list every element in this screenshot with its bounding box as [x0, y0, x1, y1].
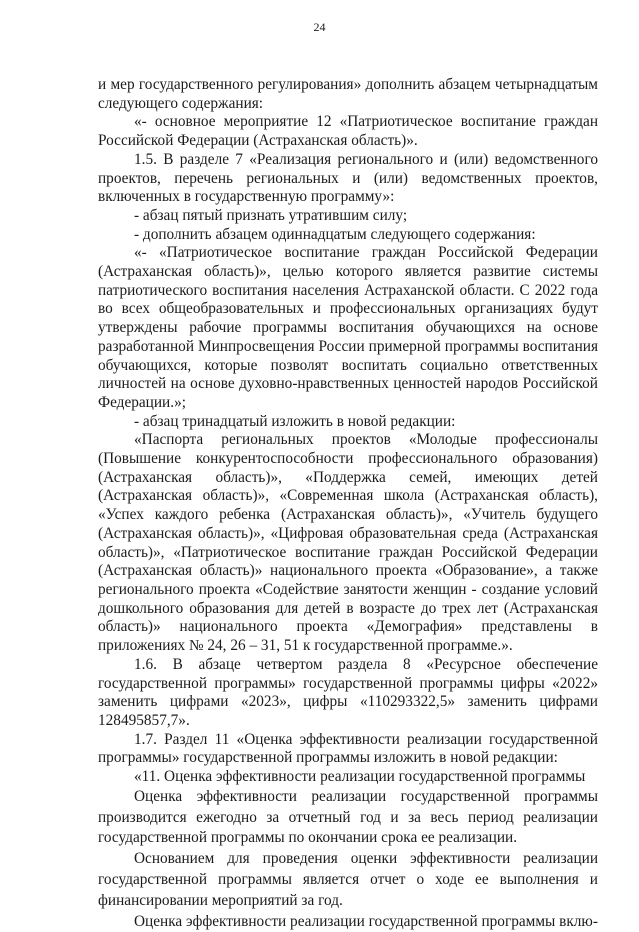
paragraph: - дополнить абзацем одиннадцатым следующего содержания: [98, 226, 598, 245]
paragraph: «Паспорта региональных проектов «Молодые профессионалы (Повышение конкурентоспособности профессионального образования) (Астраханская область)», «Поддержка семей, имеющих детей (Астраханская область)», «Современная школа (Астраханская область), «Успех каждого ребенка (Астраханская область)», «Учитель будущего (Астраханская область)», «Цифровая образовательная среда (Астраханская область)», «Патриотическое воспитание граждан Российской Федерации (Астраханская область)» национального проекта «Образование», а также регионального проекта «Содействие занятости женщин - создание условий дошкольного образования для детей в возрасте до трех лет (Астраханская область)» национального проекта «Демография» представлены в приложениях № 24, 26 – 31, 51 к государственной программе.». [98, 431, 598, 655]
paragraph: Основанием для проведения оценки эффективности реализации государственной программы является отчет о ходе ее выполнения и финансировании мероприятий за год. [98, 849, 598, 911]
paragraph: 1.7. Раздел 11 «Оценка эффективности реализации государственной программы» государственной программы изложить в новой редакции: [98, 731, 598, 768]
paragraph: Оценка эффективности реализации государственной программы производится ежегодно за отчетный год и за весь период реализации государственной программы по окончании срока ее реализации. [98, 787, 598, 849]
paragraph: 1.6. В абзаце четвертом раздела 8 «Ресурсное обеспечение государственной программы» государственной программы цифры «2022» заменить цифрами «2023», цифры «110293322,5» заменить цифрами 128495857,7». [98, 656, 598, 731]
paragraph: «- основное мероприятие 12 «Патриотическое воспитание граждан Российской Федерации (Астраханская область)». [98, 113, 598, 150]
paragraph: Оценка эффективности реализации государственной программы вклю- [98, 912, 598, 932]
paragraph: - абзац пятый признать утратившим силу; [98, 207, 598, 226]
section-heading: «11. Оценка эффективности реализации государственной программы [98, 768, 598, 787]
paragraph: 1.5. В разделе 7 «Реализация регионального и (или) ведомственного проектов, перечень региональных и (или) ведомственных проектов, включенных в государственную программу»: [98, 151, 598, 207]
document-body [98, 76, 598, 932]
paragraph: - абзац тринадцатый изложить в новой редакции: [98, 413, 598, 432]
page-number: 24 [0, 20, 639, 35]
paragraph: и мер государственного регулирования» дополнить абзацем четырнадцатым следующего содержания: [98, 76, 598, 113]
paragraph: «- «Патриотическое воспитание граждан Российской Федерации (Астраханская область)», целью которого является развитие системы патриотического воспитания населения Астраханской области. С 2022 года во всех общеобразовательных и профессиональных организациях будут утверждены рабочие программы воспитания обучающихся на основе разработанной Минпросвещения России примерной программы воспитания обучающихся, которые позволят воспитать социально ответственных личностей на основе духовно-нравственных ценностей народов Российской Федерации.»; [98, 244, 598, 412]
